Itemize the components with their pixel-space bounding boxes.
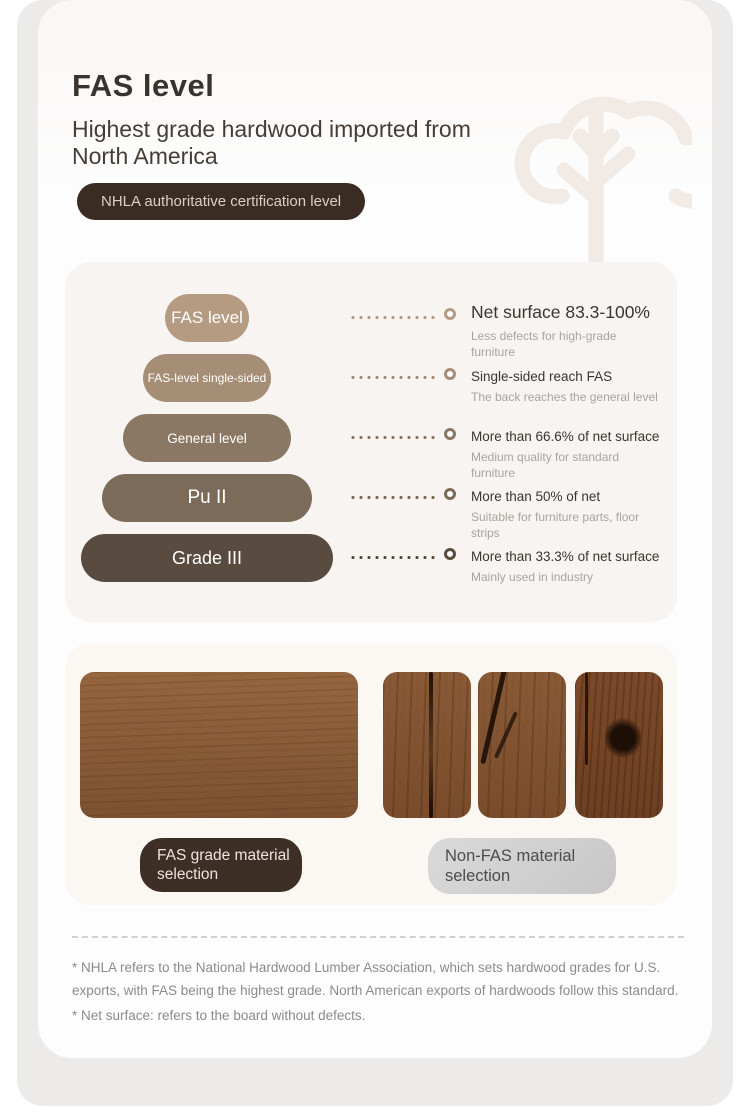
grade-level-row-general	[65, 409, 677, 480]
non-fas-material-label: Non-FAS material selection	[428, 838, 616, 894]
footnote-net-surface: * Net surface: refers to the board without defects.	[72, 1008, 366, 1023]
page-subtitle: Highest grade hardwood imported from North America	[72, 116, 471, 169]
grade-pill-general: General level	[123, 414, 291, 462]
grade-title: Single-sided reach FAS	[471, 369, 613, 384]
grade-level-row-grade3	[65, 529, 677, 589]
grade-description: Mainly used in industry	[471, 570, 594, 584]
main-card	[38, 0, 712, 1058]
grade-level-row-fas-single	[65, 349, 677, 409]
dotted-connector	[349, 436, 437, 439]
grade-description: Suitable for furniture parts, floor strips	[471, 510, 640, 540]
grade-pill-pu2: Pu II	[102, 474, 312, 522]
grade-title: More than 50% of net	[471, 489, 601, 504]
grade-description: Less defects for high-grade furniture	[471, 329, 617, 359]
page-title: FAS level	[72, 68, 215, 103]
connector-ring-icon	[444, 308, 456, 320]
dotted-connector	[349, 496, 437, 499]
dotted-connector	[349, 316, 437, 319]
grade-level-row-pu2	[65, 469, 677, 540]
grade-title: More than 66.6% of net surface	[471, 429, 660, 444]
grade-description: The back reaches the general level	[471, 390, 658, 404]
grade-title: More than 33.3% of net surface	[471, 549, 660, 564]
grade-pill-fas-single: FAS-level single-sided	[143, 354, 271, 402]
connector-ring-icon	[444, 548, 456, 560]
non-fas-wood-image-split	[478, 672, 566, 818]
grade-pill-grade3: Grade III	[81, 534, 333, 582]
grade-levels-panel	[65, 262, 677, 622]
tree-icon	[500, 46, 692, 264]
materials-panel	[65, 643, 677, 905]
dashed-divider	[72, 936, 684, 938]
fas-wood-image	[80, 672, 358, 818]
grade-pill-fas: FAS level	[165, 294, 249, 342]
dotted-connector	[349, 556, 437, 559]
grade-description: Medium quality for standard furniture	[471, 450, 620, 480]
connector-ring-icon	[444, 368, 456, 380]
connector-ring-icon	[444, 428, 456, 440]
non-fas-wood-image-knot	[575, 672, 663, 818]
certification-badge: NHLA authoritative certification level	[77, 183, 365, 220]
fas-material-label: FAS grade material selection	[140, 838, 302, 892]
grade-level-row-fas	[65, 289, 677, 359]
footnote-nhla: * NHLA refers to the National Hardwood Lumber Association, which sets hardwood grades for U.S. exports, with FAS being the highest grade. North American exports of hardwoods follow this standard.	[72, 960, 679, 998]
non-fas-wood-image-crack	[383, 672, 471, 818]
grade-title: Net surface 83.3-100%	[471, 302, 650, 322]
connector-ring-icon	[444, 488, 456, 500]
dotted-connector	[349, 376, 437, 379]
